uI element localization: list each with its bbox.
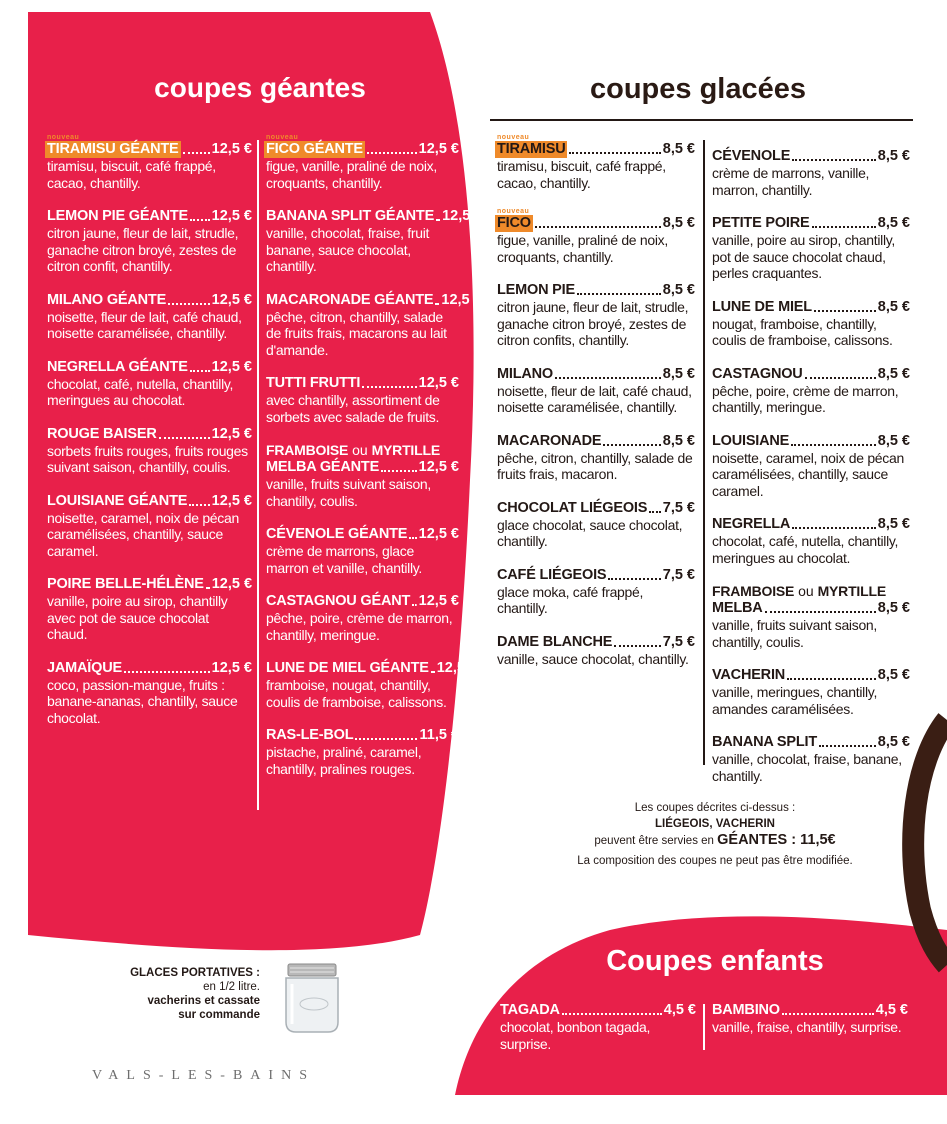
item-price: 8,5 € [877,298,910,315]
item-name: NEGRELLA [712,516,791,532]
item-desc: glace moka, café frappé, chantilly. [497,583,644,616]
item-price: 12,5 € [418,526,459,542]
menu-item [712,366,910,416]
item-desc: noisette, caramel, noix de pécan caramélisées, chantilly, sauce caramel. [712,449,904,499]
item-name: MILANO [497,365,553,382]
menu-item [712,215,910,282]
item-name: LUNE DE MIEL GÉANTE [266,660,429,676]
menu-item [497,366,695,416]
glacees-title: coupes glacées [590,73,806,105]
menu-item [497,208,695,265]
item-name: DAME BLANCHE [497,633,613,650]
item-price: 8,5 € [877,667,910,683]
menu-item [712,667,910,717]
item-name: MACARONADE [497,432,602,449]
note-line [520,832,910,849]
item-price: 12,5 € [211,576,253,592]
item-desc: vanille, meringues, chantilly, amandes caramélisées. [712,684,878,717]
menu-item [497,567,695,617]
item-desc: citron jaune, fleur de lait, strudle, ganache citron broyé, zestes de citron confit, chantilly. [47,225,239,274]
nouveau-badge: nouveau [47,134,80,141]
column-separator [703,1004,705,1050]
item-name-or: ou [352,442,368,458]
note-line: Les coupes décrites ci-dessus : [634,802,796,814]
item-name: MILANO GÉANTE [47,291,167,308]
item-desc: framboise, nougat, chantilly, coulis de framboise, calissons. [266,677,447,710]
item-desc: sorbets fruits rouges, fruits rouges suivant saison, chantilly, coulis. [47,442,248,475]
item-name: RAS-LE-BOL [266,727,354,743]
item-name: LOUISIANE [712,432,790,449]
geantes-note [520,800,910,869]
item-desc: chocolat, café, nutella, chantilly, meringues au chocolat. [712,533,899,566]
item-name: POIRE BELLE-HÉLÈNE [47,576,204,592]
item-desc: pêche, poire, crème de marron, chantilly, meringue. [266,610,453,643]
glass-jar-icon [280,962,344,1036]
item-price: 12,5 € [211,492,252,509]
item-price: 8,5 € [662,282,695,298]
menu-item [266,442,459,509]
item-name-part2: MYRTILLE [817,583,886,599]
item-name: TAGADA [500,1002,560,1018]
item-desc: vanille, poire au sirop, chantilly, pot de sauce chocolat chaud, perles craquantes. [712,232,896,281]
item-name: ROUGE BAISER [47,425,157,442]
geantes-col-left [47,134,252,743]
item-name: TIRAMISU [497,141,566,157]
item-price: 7,5 € [662,499,695,516]
menu-item [497,433,695,483]
nouveau-badge: nouveau [497,208,530,215]
nouveau-badge: nouveau [497,134,530,141]
menu-item [266,526,459,576]
item-desc: crème de marrons, glace marron et vanille, chantilly. [266,543,422,576]
glacees-col-right [712,148,910,801]
item-price: 12,5 € [418,375,459,391]
item-name: CASTAGNOU GÉANT [266,593,411,609]
item-desc: noisette, fleur de lait, café chaud, noisette caramélisée, chantilly. [47,308,242,341]
item-desc: noisette, caramel, noix de pécan caramélisées, chantilly, sauce caramel. [47,509,239,559]
item-price: 12,5 € [211,141,252,157]
item-price: 8,5 € [877,148,910,164]
item-desc: chocolat, café, nutella, chantilly, meringues au chocolat. [47,375,234,408]
item-price: 8,5 € [877,432,910,449]
menu-item [266,208,483,275]
item-name: CASTAGNOU [712,365,803,382]
item-desc: vanille, chocolat, fraise, fruit banane, sauce chocolat, chantilly. [266,225,430,274]
item-name: BANANA SPLIT [712,734,818,750]
menu-item [47,576,252,643]
item-desc: figue, vanille, praliné de noix, croquants, chantilly. [497,232,668,265]
note-line: La composition des coupes ne peut pas être modifiée. [577,855,853,867]
portatives-line: vacherins et cassate [147,995,260,1007]
item-price: 8,5 € [877,734,910,750]
item-name-part1: FRAMBOISE [712,583,795,599]
item-price: 8,5 € [877,516,910,532]
item-desc: nougat, framboise, chantilly, coulis de framboise, calissons. [712,315,893,348]
portatives-line: GLACES PORTATIVES : [130,967,260,979]
item-name: FICO [497,215,531,231]
item-name: TUTTI FRUTTI [266,375,361,391]
item-desc: tiramisu, biscuit, café frappé, cacao, chantilly. [497,158,666,191]
item-desc: tiramisu, biscuit, café frappé, cacao, chantilly. [47,158,216,191]
item-desc: pêche, poire, crème de marron, chantilly, meringue. [712,382,899,415]
item-price: 12,5 € [211,425,252,442]
menu-item [500,1002,696,1052]
item-name-part2: MYRTILLE [371,442,440,458]
item-price: 8,5 € [877,215,910,231]
menu-item [47,660,252,727]
column-separator [257,140,259,810]
item-desc: citron jaune, fleur de lait, strudle, ganache citron broyé, zestes de citron confits, chantilly. [497,299,689,348]
menu-item [266,593,459,643]
menu-item [47,208,252,275]
menu-item [47,426,252,476]
item-desc: pêche, citron, chantilly, salade de fruits frais, macaron. [497,449,693,482]
brown-arc-decoration [913,720,947,965]
item-desc: vanille, chocolat, fraise, banane, chantilly. [712,751,902,784]
item-name: LUNE DE MIEL [712,298,812,315]
menu-item [266,134,459,191]
item-price: 4,5 € [663,1002,696,1018]
item-price: 12,5 € [211,358,252,375]
column-separator [703,140,705,765]
enfants-col-right [712,1002,908,1053]
item-price: 8,5 € [877,600,910,616]
item-desc: noisette, fleur de lait, café chaud, noisette caramélisée, chantilly. [497,382,692,415]
geantes-title: coupes géantes [154,72,366,103]
enfants-title: Coupes enfants [606,945,824,977]
menu-item [266,660,478,710]
item-name-part1: FRAMBOISE [266,442,349,458]
item-desc: vanille, sauce chocolat, chantilly. [497,650,689,667]
menu-item [712,516,910,566]
note-line: LIÉGEOIS, VACHERIN [655,818,775,830]
item-desc: chocolat, bonbon tagada, surprise. [500,1019,651,1052]
item-price: 12,5 € [418,141,459,157]
item-desc: pêche, citron, chantilly, salade de fruits frais, macarons au lait d'amande. [266,308,447,358]
item-price: 12,5 € [418,459,459,475]
item-name: BANANA SPLIT GÉANTE [266,208,435,224]
item-price: 12,5 € [442,208,483,224]
menu-item [497,282,695,349]
item-price: 8,5 € [662,432,695,449]
item-name: MELBA [712,600,763,616]
item-desc: avec chantilly, assortiment de sorbets avec salade de fruits. [266,392,440,425]
item-name: CAFÉ LIÉGEOIS [497,566,607,583]
item-price: 12,5 € [211,291,252,308]
item-desc: pistache, praliné, caramel, chantilly, pralines rouges. [266,744,422,777]
note-price: GÉANTES : 11,5€ [717,832,836,848]
glacees-col-left [497,134,695,684]
menu-item [47,359,252,409]
menu-item [712,433,910,500]
item-price: 8,5 € [662,215,695,231]
item-desc: vanille, fruits suivant saison, chantilly, coulis. [266,476,432,509]
item-price: 8,5 € [877,365,910,382]
item-name: VACHERIN [712,667,786,683]
menu-item [47,292,252,342]
item-price: 8,5 € [662,141,695,157]
item-price: 12,5 € [441,291,482,308]
menu-item [712,583,910,650]
item-price: 4,5 € [875,1002,908,1018]
item-desc: figue, vanille, praliné de noix, croquants, chantilly. [266,158,437,191]
item-name: LEMON PIE [497,282,575,298]
item-price: 12,5 € [211,659,252,676]
glaces-portatives [100,966,260,1022]
item-name: NEGRELLA GÉANTE [47,358,188,375]
menu-item [47,134,252,191]
menu-item [497,500,695,550]
enfants-col-left [500,1002,696,1069]
item-name: BAMBINO [712,1002,780,1018]
menu-item [266,727,459,777]
item-price: 12,5 € [211,208,252,224]
item-desc: vanille, fruits suivant saison, chantilly, coulis. [712,617,878,650]
item-price: 7,5 € [662,566,695,583]
item-name: MELBA GÉANTE [266,459,380,475]
item-name: LEMON PIE GÉANTE [47,208,189,224]
menu-item [712,299,910,349]
portatives-line: sur commande [178,1009,260,1021]
nouveau-badge: nouveau [266,134,299,141]
item-price: 8,5 € [662,365,695,382]
item-name: CÉVENOLE [712,148,791,164]
menu-item [47,493,252,560]
item-desc: coco, passion-mangue, fruits : banane-ananas, chantilly, sauce chocolat. [47,676,238,726]
menu-item [712,1002,908,1036]
item-desc: vanille, poire au sirop, chantilly avec pot de sauce chocolat chaud. [47,593,228,642]
item-price: 12,5 € [418,593,459,609]
menu-item [712,734,910,784]
item-name: FICO GÉANTE [266,141,363,157]
item-desc: vanille, fraise, chantilly, surprise. [712,1019,902,1035]
item-name: LOUISIANE GÉANTE [47,492,188,509]
menu-item [497,634,695,668]
item-name: JAMAÏQUE [47,659,122,676]
item-price: 12,5 € [436,660,478,676]
item-price: 7,5 € [662,633,695,650]
menu-item [497,134,695,191]
portatives-line: en 1/2 litre. [203,981,260,993]
geantes-col-right [266,134,483,794]
item-name: MACARONADE GÉANTE [266,291,434,308]
item-price: 11,5 € [419,727,459,743]
item-desc: crème de marrons, vanille, marron, chantilly. [712,165,870,198]
item-name: CHOCOLAT LIÉGEOIS [497,499,648,516]
item-name: PETITE POIRE [712,215,810,231]
footer-location: VALS-LES-BAINS [92,1068,315,1083]
item-name-or: ou [798,583,814,599]
item-name: CÉVENOLE GÉANTE [266,526,408,542]
menu-item [712,148,910,198]
item-desc: glace chocolat, sauce chocolat, chantilly. [497,516,683,549]
menu-item [266,375,459,425]
menu-item [266,291,482,359]
item-name: TIRAMISU GÉANTE [47,141,179,157]
note-line-text: peuvent être servies en [594,835,714,847]
